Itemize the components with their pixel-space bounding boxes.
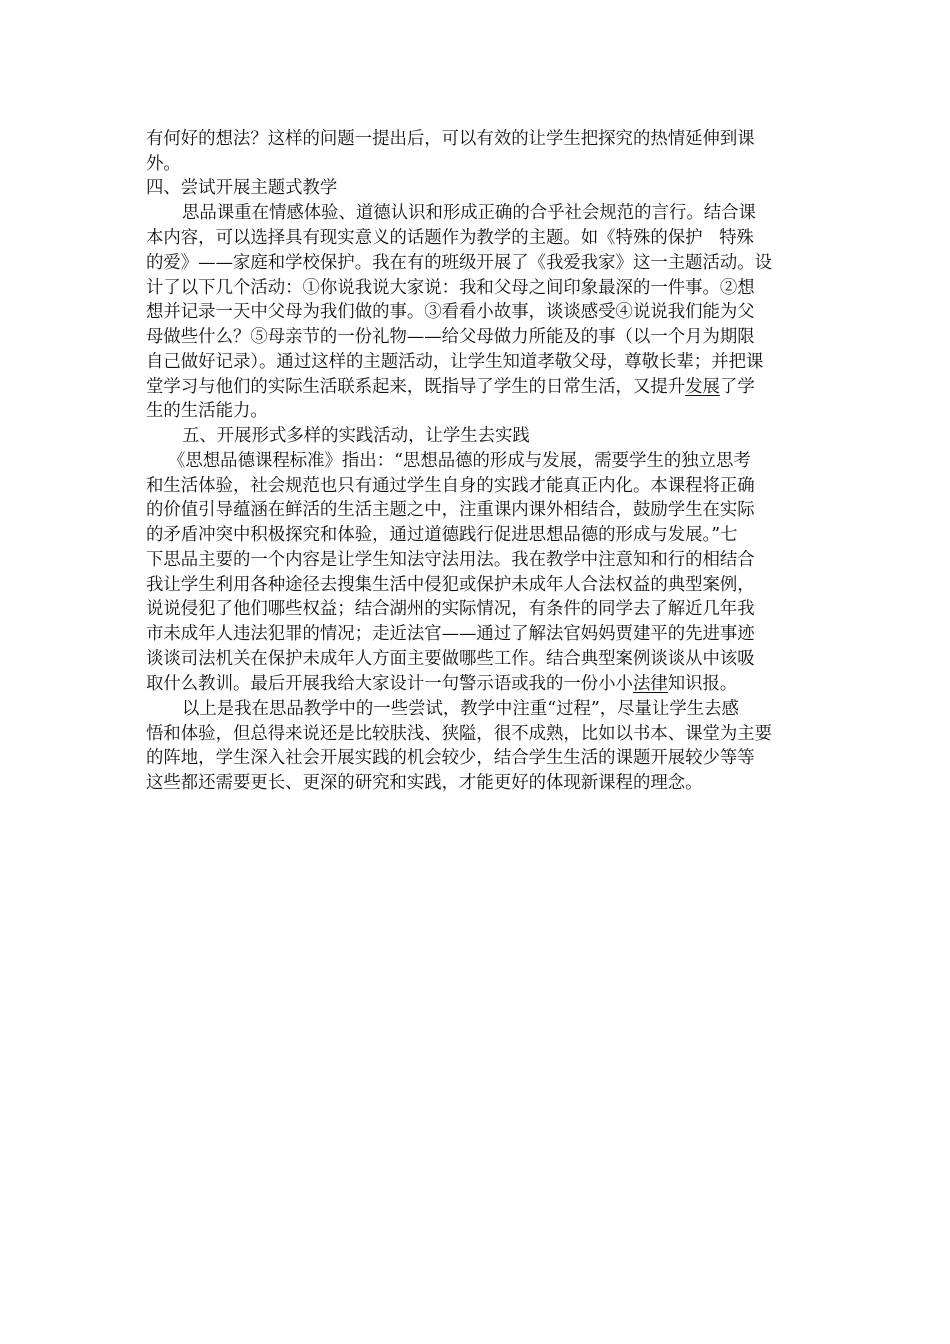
- text-span: 悟和体验，但总得来说还是比较肤浅、狭隘，很不成熟，比如以书本、课堂为主要: [146, 724, 773, 744]
- text-span: 谈谈司法机关在保护未成年人方面主要做哪些工作。结合典型案例谈谈从中该吸: [146, 649, 755, 669]
- text-span: 外。: [146, 154, 181, 174]
- text-line: [146, 299, 755, 325]
- text-span: 堂学习与他们的实际生活联系起来，既指导了学生的日常生活，又提升: [146, 377, 686, 397]
- text-span: 这些都还需要更长、更深的研究和实践，才能更好的体现新课程的理念。: [146, 773, 703, 793]
- text-line: [146, 126, 755, 152]
- text-span: 母做些什么？⑤母亲节的一份礼物——给父母做力所能及的事（以一个月为期限: [146, 327, 755, 347]
- text-line: [146, 398, 268, 424]
- text-line: [146, 721, 772, 747]
- text-span: 的阵地，学生深入社会开展实践的机会较少，结合学生生活的课题开展较少等等: [146, 748, 755, 768]
- text-span: 本内容，可以选择具有现实意义的话题作为教学的主题。如《特殊的保护 特殊: [146, 228, 754, 248]
- text-span: 了学: [719, 377, 755, 397]
- text-span: 想并记录一天中父母为我们做的事。③看看小故事，谈谈感受④说说我们能为父: [146, 302, 755, 322]
- text-line: [146, 770, 703, 796]
- text-line: [146, 522, 737, 548]
- text-line: [168, 448, 751, 474]
- text-line: [146, 621, 755, 647]
- text-line: [146, 324, 755, 350]
- underlined-term: 法律: [632, 674, 668, 694]
- text-line: [146, 275, 755, 301]
- text-span: 四、尝试开展主题式教学: [146, 178, 338, 198]
- text-span: 市未成年人违法犯罪的情况；走近法官——通过了解法官妈妈贾建平的先进事迹: [146, 624, 755, 644]
- text-span: 知识报。: [667, 674, 738, 694]
- text-line: [146, 151, 181, 177]
- text-line: [146, 250, 772, 276]
- text-line: [146, 646, 755, 672]
- section-heading: [182, 423, 530, 449]
- text-line: [146, 349, 763, 375]
- text-span: 说说侵犯了他们哪些权益；结合湖州的实际情况，有条件的同学去了解近几年我: [146, 599, 755, 619]
- section-heading: [146, 175, 337, 201]
- text-line: [146, 547, 755, 573]
- text-line: [182, 696, 739, 722]
- text-line: [146, 374, 755, 400]
- text-span: 五、开展形式多样的实践活动，让学生去实践: [182, 426, 530, 446]
- text-line: [182, 200, 756, 226]
- text-span: 的爱》——家庭和学校保护。我在有的班级开展了《我爱我家》这一主题活动。设: [146, 253, 773, 273]
- text-span: 有何好的想法？这样的问题一提出后，可以有效的让学生把探究的热情延伸到课: [146, 129, 755, 149]
- text-span: 自己做好记录）。通过这样的主题活动，让学生知道孝敬父母，尊敬长辈；并把课: [146, 352, 764, 372]
- text-span: 生的生活能力。: [146, 401, 268, 421]
- underlined-term: 发展: [685, 377, 720, 397]
- text-span: 和生活体验，社会规范也只有通过学生自身的实践才能真正内化。本课程将正确: [146, 476, 755, 496]
- text-span: 取什么教训。最后开展我给大家设计一句警示语或我的一份小小: [146, 674, 633, 694]
- text-line: [146, 671, 737, 697]
- text-span: 《思想品德课程标准》指出：“思想品德的形成与发展，需要学生的独立思考: [168, 451, 751, 471]
- text-span: 的矛盾冲突中积极探究和体验，通过道德践行促进思想品德的形成与发展。”七: [146, 525, 738, 545]
- text-span: 下思品主要的一个内容是让学生知法守法用法。我在教学中注意知和行的相结合: [146, 550, 755, 570]
- text-line: [146, 473, 755, 499]
- text-line: [146, 225, 754, 251]
- text-line: [146, 745, 755, 771]
- text-line: [146, 572, 755, 598]
- text-span: 我让学生利用各种途径去搜集生活中侵犯或保护未成年人合法权益的典型案例，: [146, 575, 755, 595]
- text-span: 计了以下几个活动：①你说我说大家说：我和父母之间印象最深的一件事。②想: [146, 278, 755, 298]
- text-span: 思品课重在情感体验、道德认识和形成正确的合乎社会规范的言行。结合课: [182, 203, 756, 223]
- text-line: [146, 596, 755, 622]
- text-span: 以上是我在思品教学中的一些尝试，教学中注重“过程”，尽量让学生去感: [182, 699, 739, 719]
- text-line: [146, 497, 755, 523]
- text-span: 的价值引导蕴涵在鲜活的生活主题之中，注重课内课外相结合，鼓励学生在实际: [146, 500, 755, 520]
